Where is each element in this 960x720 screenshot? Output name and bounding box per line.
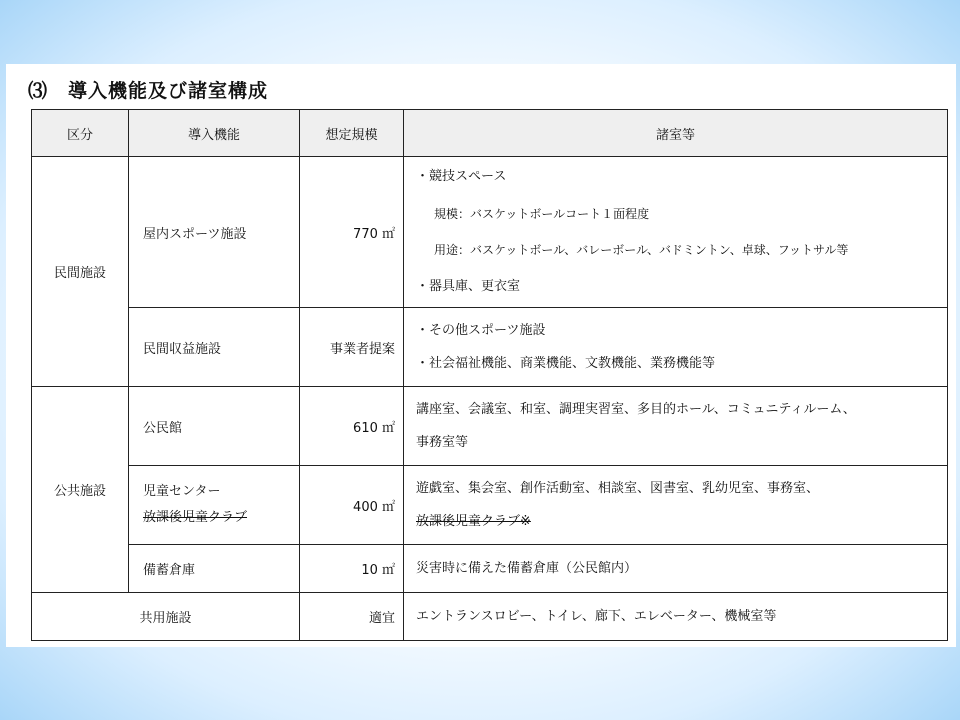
document-page: [6, 64, 956, 647]
facility-table: [31, 109, 948, 641]
header-scale: 想定規模: [300, 110, 404, 157]
table-row: [32, 466, 948, 545]
room-line: ・社会福祉機能、商業機能、文教機能、業務機能等: [416, 356, 716, 371]
room-line: 事務室等: [416, 435, 469, 450]
room-line: 規模：バスケットボールコート１面程度: [434, 207, 650, 221]
room-line: 災害時に備えた備蓄倉庫（公民館内）: [416, 560, 638, 576]
section-title: ⑶ 導入機能及び諸室構成: [28, 80, 269, 102]
scale-cell: 610 ㎡: [300, 387, 404, 466]
scale-cell: 10 ㎡: [300, 545, 404, 593]
room-line: 遊戯室、集会室、創作活動室、相談室、図書室、乳幼児室、事務室、: [416, 481, 820, 496]
room-line: ・競技スペース: [416, 169, 507, 184]
function-cell: 公民館: [129, 387, 300, 466]
function-label-struck: 放課後児童クラブ: [143, 510, 248, 525]
rooms-cell: [404, 466, 948, 545]
function-label: 児童センター: [143, 484, 221, 499]
scale-cell: 事業者提案: [300, 308, 404, 387]
function-cell: [129, 466, 300, 545]
table-row: [32, 593, 948, 641]
group-private: 民間施設: [32, 157, 129, 387]
header-kubun: 区分: [32, 110, 129, 157]
function-cell: 屋内スポーツ施設: [129, 157, 300, 308]
rooms-cell: [404, 545, 948, 593]
room-line: ・器具庫、更衣室: [416, 279, 521, 294]
table-row: [32, 308, 948, 387]
room-line: ・その他スポーツ施設: [416, 323, 546, 338]
header-rooms: 諸室等: [404, 110, 948, 157]
function-cell: 備蓄倉庫: [129, 545, 300, 593]
room-line: 講座室、会議室、和室、調理実習室、多目的ホール、コミュニティルーム、: [416, 402, 856, 417]
scale-cell: 770 ㎡: [300, 157, 404, 308]
scale-cell: 400 ㎡: [300, 466, 404, 545]
table-row: [32, 545, 948, 593]
table-row: [32, 387, 948, 466]
rooms-cell: [404, 308, 948, 387]
table-header-row: [32, 110, 948, 157]
group-shared: 共用施設: [32, 593, 300, 641]
table-row: [32, 157, 948, 308]
header-function: 導入機能: [129, 110, 300, 157]
scale-cell: 適宜: [300, 593, 404, 641]
group-public: 公共施設: [32, 387, 129, 593]
rooms-cell: [404, 157, 948, 308]
rooms-cell: [404, 387, 948, 466]
room-line: エントランスロビー、トイレ、廊下、エレベーター、機械室等: [416, 608, 777, 624]
function-cell: 民間収益施設: [129, 308, 300, 387]
rooms-cell: [404, 593, 948, 641]
room-line-struck: 放課後児童クラブ※: [416, 514, 531, 529]
room-line: 用途：バスケットボール、バレーボール、バドミントン、卓球、フットサル等: [434, 243, 849, 257]
